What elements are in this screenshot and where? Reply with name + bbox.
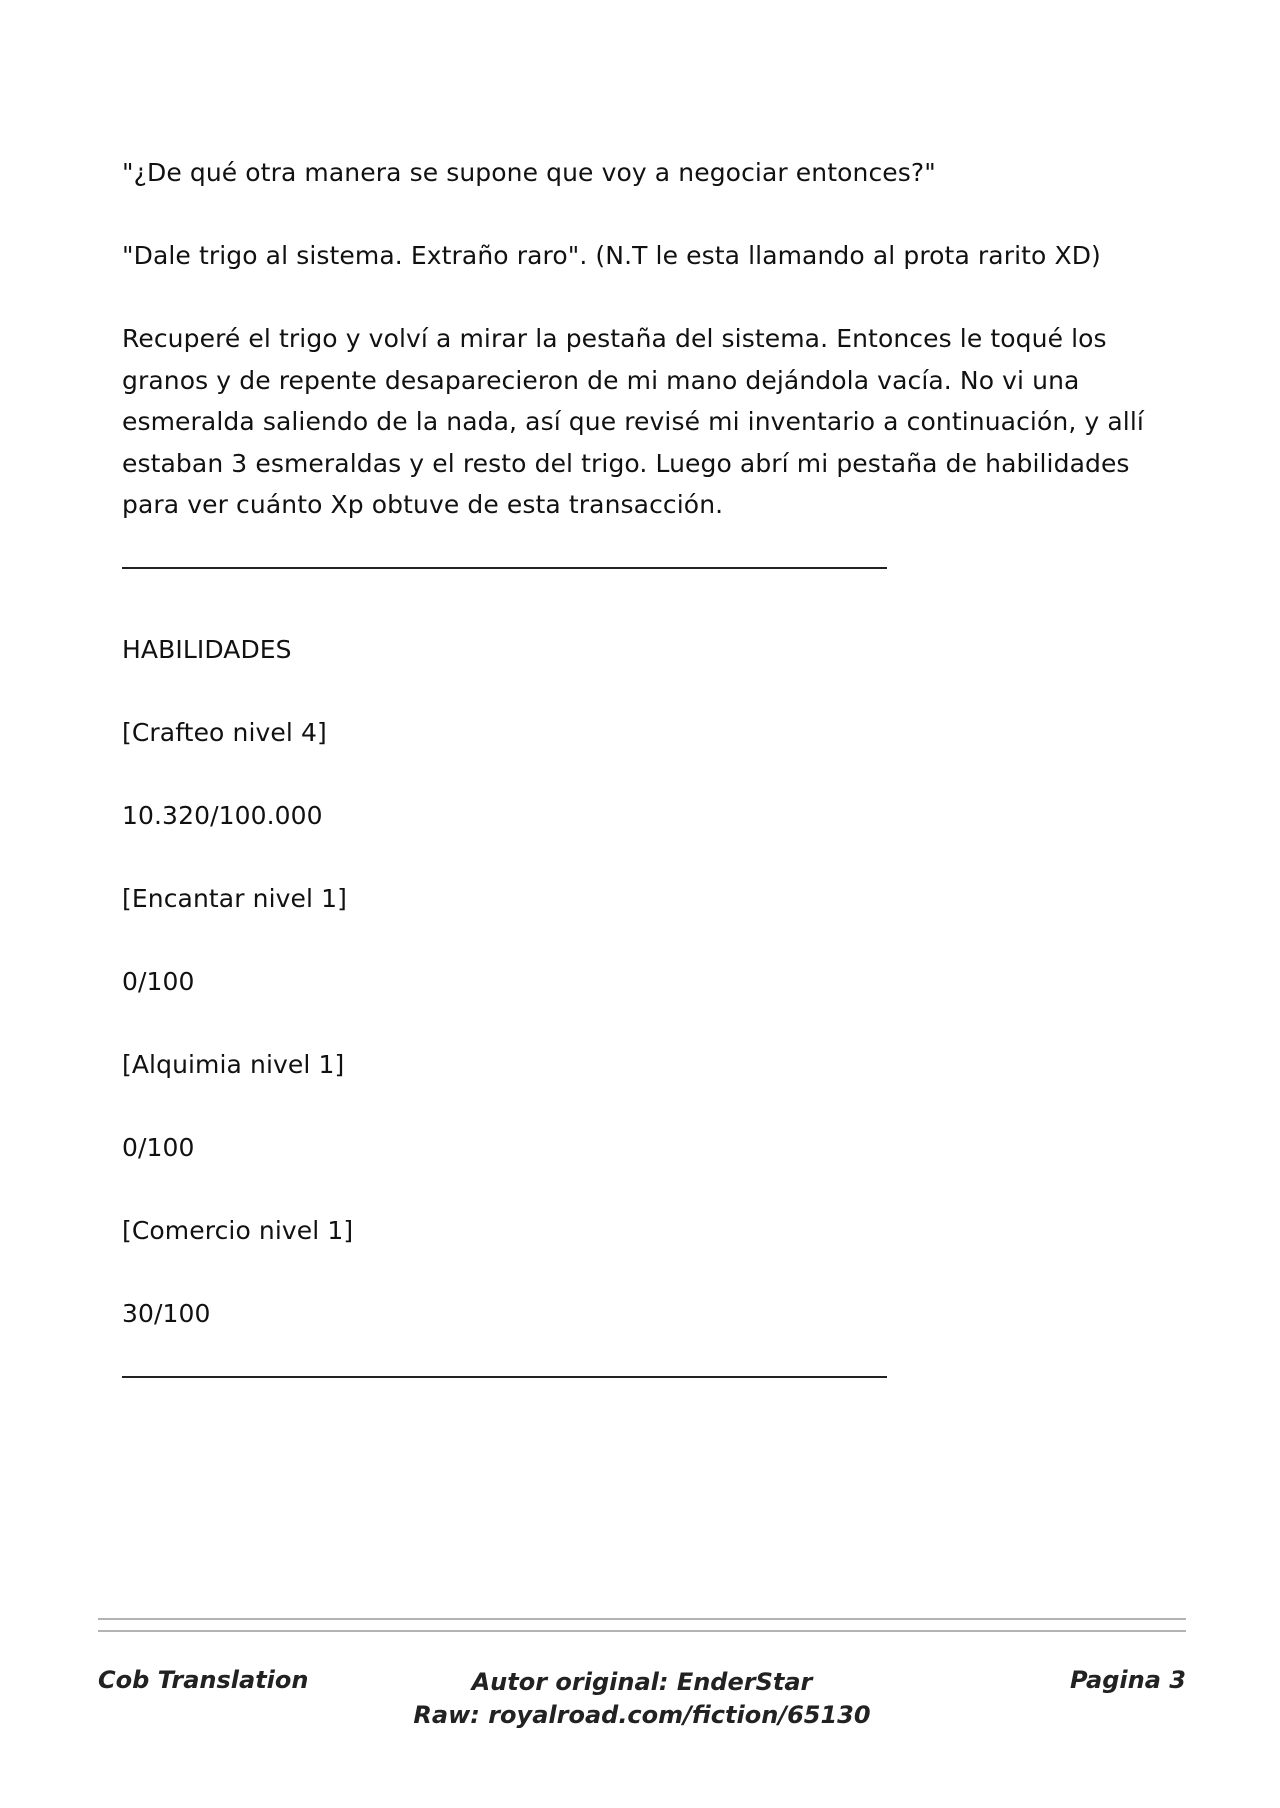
- narrative-paragraph: Recuperé el trigo y volví a mirar la pestaña del sistema. Entonces le toqué los granos y de repente desaparecieron de mi mano dejándola vacía. No vi una esmeralda saliendo de la nada, así que revisé mi inventario a continuación, y allí estaban 3 esmeraldas y el resto del trigo. Luego abrí mi pestaña de habilidades para ver cuánto Xp obtuve de esta transacción.: [122, 324, 1144, 519]
- footer-rule-2: [98, 1630, 1186, 1632]
- skills-heading: HABILIDADES: [122, 635, 292, 664]
- footer-author: Autor original: EnderStar: [471, 1668, 813, 1696]
- footer-translator: Cob Translation: [98, 1666, 309, 1694]
- footer-rule-1: [98, 1618, 1186, 1620]
- skill-name: [Alquimia nivel 1]: [122, 1050, 345, 1079]
- skill-progress: 30/100: [122, 1299, 211, 1328]
- footer-credits: [98, 1666, 1186, 1732]
- skill-progress: 0/100: [122, 1133, 195, 1162]
- divider-bottom: [122, 1376, 887, 1378]
- skill-progress: 0/100: [122, 967, 195, 996]
- page-body: [122, 152, 1192, 1438]
- skill-progress: 10.320/100.000: [122, 801, 323, 830]
- skill-name: [Encantar nivel 1]: [122, 884, 347, 913]
- footer-page-number: Pagina 3: [1070, 1666, 1186, 1694]
- divider-top: [122, 567, 887, 569]
- dialogue-paragraph-2: "Dale trigo al sistema. Extraño raro". (N.T le esta llamando al prota rarito XD): [122, 241, 1101, 270]
- dialogue-paragraph-1: "¿De qué otra manera se supone que voy a negociar entonces?": [122, 158, 936, 187]
- skill-name: [Crafteo nivel 4]: [122, 718, 327, 747]
- skill-name: [Comercio nivel 1]: [122, 1216, 354, 1245]
- page-footer: [98, 1662, 1186, 1742]
- footer-raw-link: Raw: royalroad.com/fiction/65130: [413, 1701, 871, 1729]
